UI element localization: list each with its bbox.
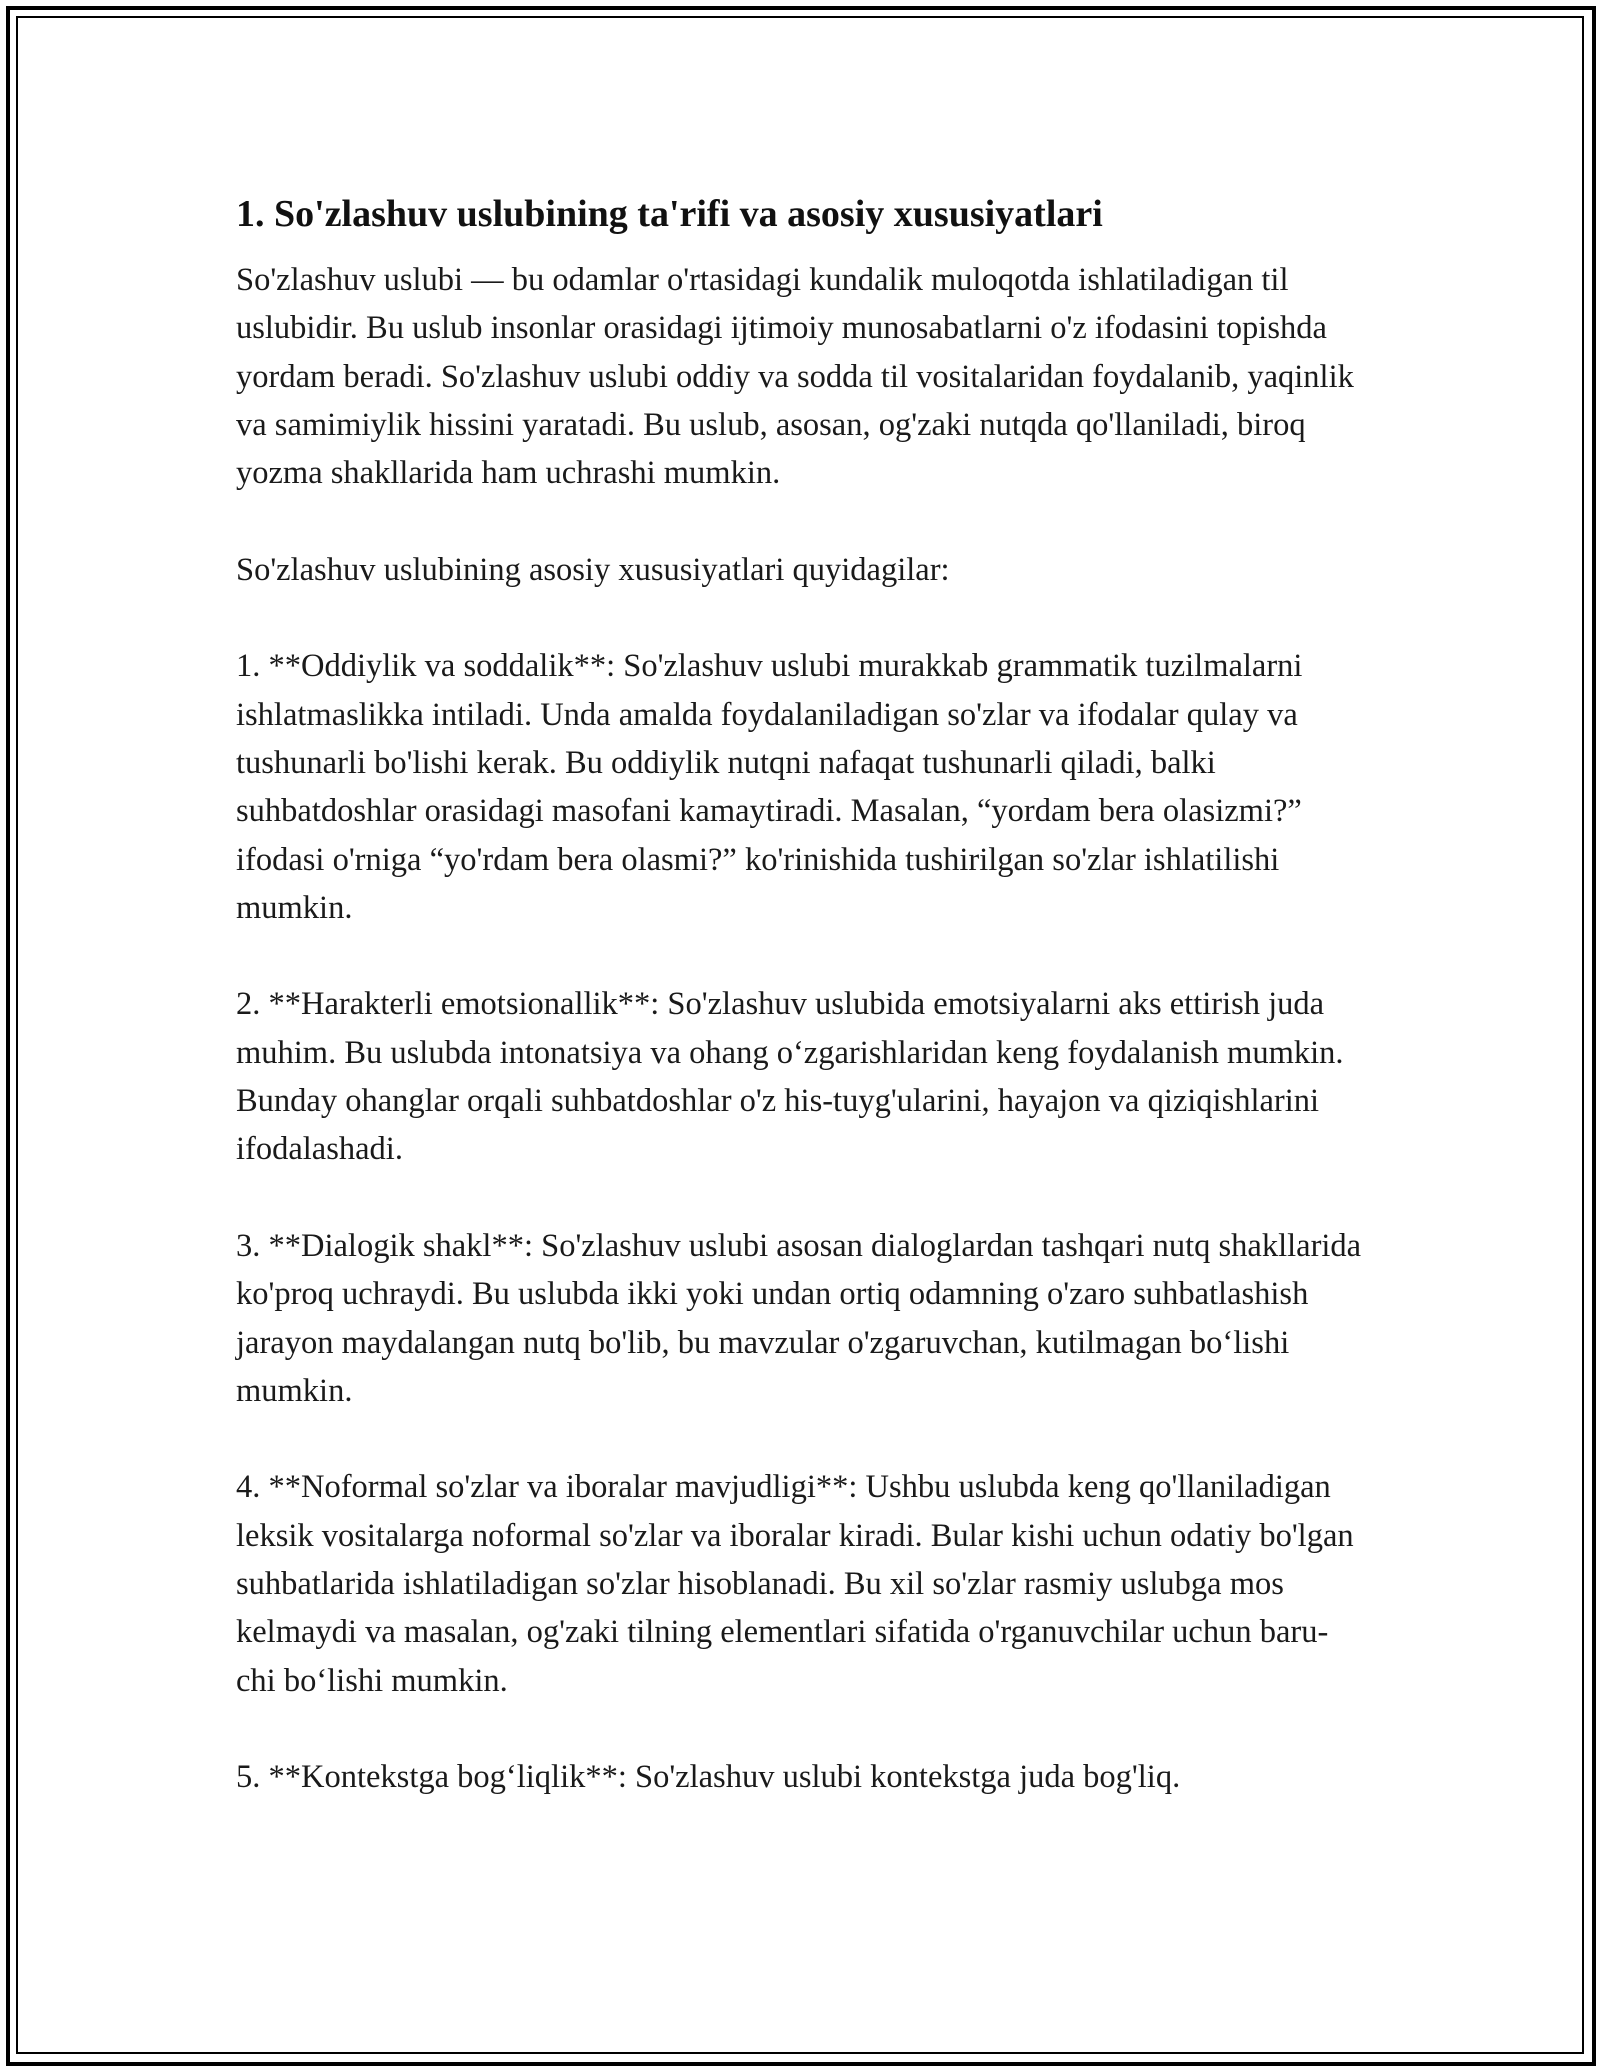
paragraph-definition: So'zlashuv uslubi — bu odamlar o'rtasidagi kundalik muloqotda ishlatiladigan til uslubidir. Bu uslub insonlar orasidagi ijtimoiy munosabatlarni o'z ifodasini topishda yordam beradi. So'zlashuv uslubi oddiy va sodda til vositalaridan foydalanib, yaqinlik va samimiylik hissini yaratadi. Bu uslub, asosan, og'zaki nutqda qo'llaniladi, biroq yozma shakllarida ham uchrashi mumkin. [236, 262, 1354, 492]
paragraph-feature-3: 3. **Dialogik shakl**: So'zlashuv uslubi asosan dialoglardan tashqari nutq shakllarida ko'proq uchraydi. Bu uslubda ikki yoki undan ortiq odamning o'zaro suhbatlashish jarayon maydalangan nutq bo'lib, bu mavzular o'zgaruvchan, kutilmagan boʻlishi mumkin. [236, 1227, 1362, 1409]
paragraph-feature-5: 5. **Kontekstga bogʻliqlik**: So'zlashuv uslubi kontekstga juda bog'liq. [236, 1759, 1181, 1796]
paragraph-feature-2: 2. **Harakterli emotsionallik**: So'zlashuv uslubida emotsiyalarni aks ettirish juda muhim. Bu uslubda intonatsiya va ohang oʻzgarishlaridan keng foydalanish mumkin. Bunday ohanglar orqali suhbatdoshlar o'z his-tuyg'ularini, hayajon va qiziqishlarini ifodalashadi. [236, 986, 1344, 1168]
section-heading: 1. So'zlashuv uslubining ta'rifi va asosiy xususiyatlari [236, 193, 1103, 235]
paragraph-feature-1: 1. **Oddiylik va soddalik**: So'zlashuv uslubi murakkab grammatik tuzilmalarni ishlatmaslikka intiladi. Unda amalda foydalaniladigan so'zlar va ifodalar qulay va tushunarli bo'lishi kerak. Bu oddiylik nutqni nafaqat tushunarli qiladi, balki suhbatdoshlar orasidagi masofani kamaytiradi. Masalan, “yordam bera olasizmi?” ifodasi o'rniga “yo'rdam bera olasmi?” ko'rinishida tushirilgan so'zlar ishlatilishi mumkin. [236, 648, 1303, 926]
document-body [236, 188, 1366, 1850]
paragraph-features-intro: So'zlashuv uslubining asosiy xususiyatlari quyidagilar: [236, 551, 950, 588]
paragraph-feature-4: 4. **Noformal so'zlar va iboralar mavjudligi**: Ushbu uslubda keng qo'llaniladigan leksik vositalarga noformal so'zlar va iboralar kiradi. Bular kishi uchun odatiy bo'lgan suhbatlarida ishlatiladigan so'zlar hisoblanadi. Bu xil so'zlar rasmiy uslubga mos kelmaydi va masalan, og'zaki tilning elementlari sifatida o'rganuvchilar uchun baru-chi boʻlishi mumkin. [236, 1469, 1354, 1699]
